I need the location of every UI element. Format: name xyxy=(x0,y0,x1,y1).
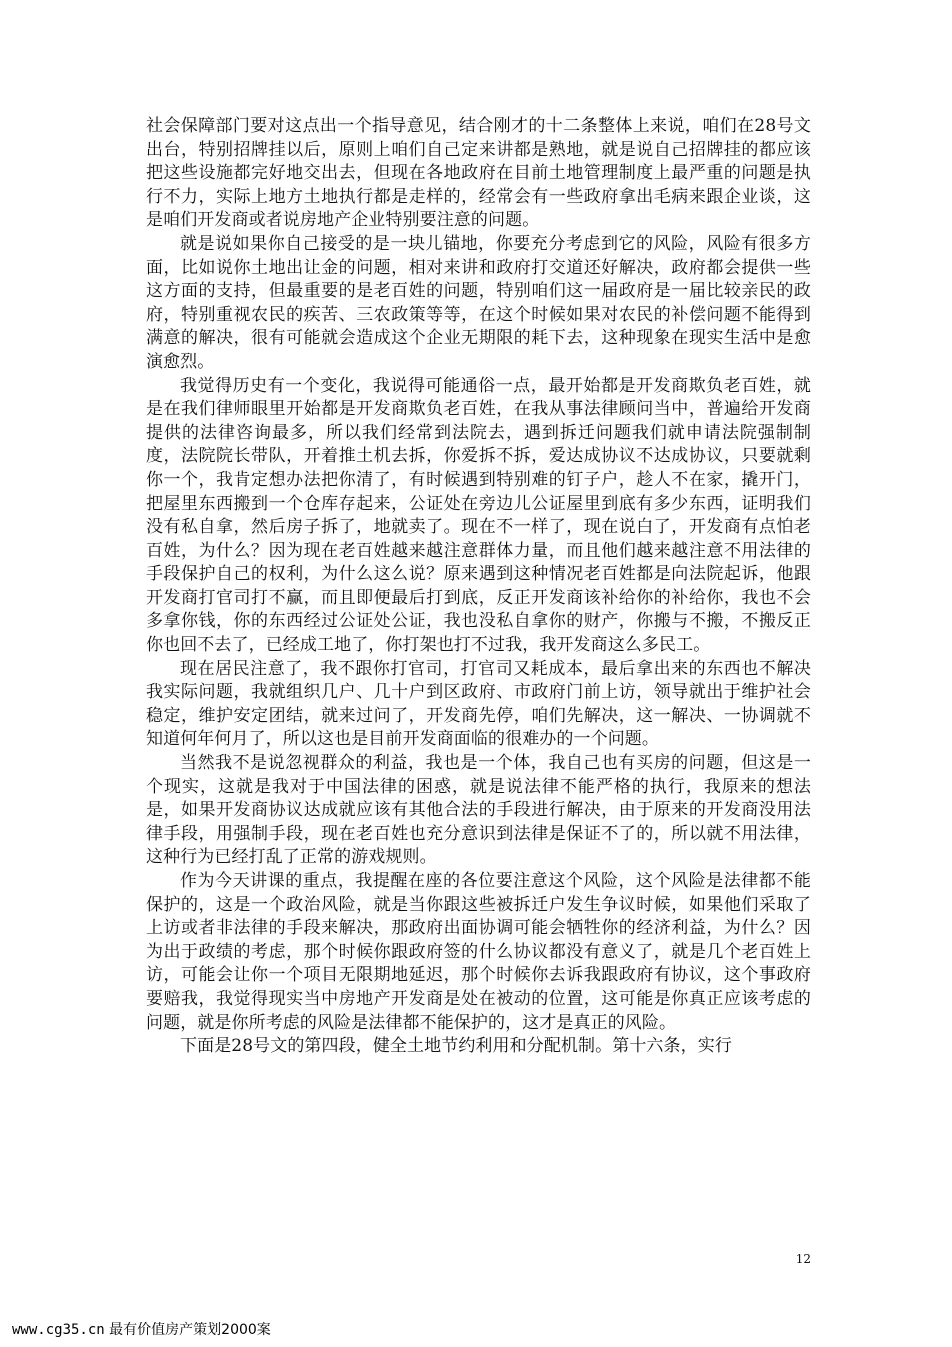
paragraph: 现在居民注意了，我不跟你打官司，打官司又耗成本，最后拿出来的东西也不解决我实际问题，我就组织几户、几十户到区政府、市政府门前上访，领导就出于维护社会稳定，维护安定团结，就来过问了，开发商先停，咱们先解决，这一解决、一协调就不知道何年何月了，所以这也是目前开发商面临的很难办的一个问题。 xyxy=(146,658,811,750)
body-text xyxy=(146,115,811,1059)
paragraph: 作为今天讲课的重点，我提醒在座的各位要注意这个风险，这个风险是法律都不能保护的，这是一个政治风险，就是当你跟这些被拆迁户发生争议时候，如果他们采取了上访或者非法律的手段来解决，那政府出面协调可能会牺牲你的经济利益，为什么？因为出于政绩的考虑，那个时候你跟政府签的什么协议都没有意义了，就是几个老百姓上访，可能会让你一个项目无限期地延迟，那个时候你去诉我跟政府有协议，这个事政府要赔我，我觉得现实当中房地产开发商是处在被动的位置，这可能是你真正应该考虑的问题，就是你所考虑的风险是法律都不能保护的，这才是真正的风险。 xyxy=(146,871,811,1033)
paragraph-continued: 社会保障部门要对这点出一个指导意见，结合刚才的十二条整体上来说，咱们在28号文出台，特别招牌挂以后，原则上咱们自己定来讲都是熟地，就是说自己招牌挂的都应该把这些设施都完好地交出去，但现在各地政府在目前土地管理制度上最严重的问题是执行不力，实际上地方土地执行都是走样的，经常会有一些政府拿出毛病来跟企业谈，这是咱们开发商或者说房地产企业特别要注意的问题。 xyxy=(146,116,811,231)
paragraph: 当然我不是说忽视群众的利益，我也是一个体，我自己也有买房的问题，但这是一个现实，这就是我对于中国法律的困惑，就是说法律不能严格的执行，我原来的想法是，如果开发商协议达成就应该有其他合法的手段进行解决，由于原来的开发商没用法律手段，用强制手段，现在老百姓也充分意识到法律是保证不了的，所以就不用法律，这种行为已经打乱了正常的游戏规则。 xyxy=(146,753,811,868)
page-number: 12 xyxy=(795,1252,811,1266)
paragraph: 我觉得历史有一个变化，我说得可能通俗一点，最开始都是开发商欺负老百姓，就是在我们律师眼里开始都是开发商欺负老百姓，在我从事法律顾问当中，普遍给开发商提供的法律咨询最多，所以我们经常到法院去，遇到拆迁问题我们就申请法院强制制度，法院院长带队，开着推土机去拆，你爱拆不拆，爱达成协议不达成协议，只要就剩你一个，我肯定想办法把你清了，有时候遇到特别难的钉子户，趁人不在家，撬开门，把屋里东西搬到一个仓库存起来，公证处在旁边儿公证屋里到底有多少东西，证明我们没有私自拿，然后房子拆了，地就卖了。现在不一样了，现在说白了，开发商有点怕老百姓，为什么？因为现在老百姓越来越注意群体力量，而且他们越来越注意不用法律的手段保护自己的权利，为什么这么说？原来遇到这种情况老百姓都是向法院起诉，他跟开发商打官司打不赢，而且即便最后打到底，反正开发商该补给你的补给你，我也不会多拿你钱，你的东西经过公证处公证，我也没私自拿你的财产，你搬与不搬，不搬反正你也回不去了，已经成工地了，你打架也打不过我，我开发商这么多民工。 xyxy=(146,375,811,656)
footer-tagline: 最有价值房产策划2000案 xyxy=(109,1322,271,1338)
footer xyxy=(12,1321,271,1339)
paragraph: 就是说如果你自己接受的是一块儿锚地，你要充分考虑到它的风险，风险有很多方面，比如说你土地出让金的问题，相对来讲和政府打交道还好解决，政府都会提供一些这方面的支持，但最重要的是老百姓的问题，特别咱们这一届政府是一届比较亲民的政府，特别重视农民的疾苦、三农政策等等，在这个时候如果对农民的补偿问题不能得到满意的解决，很有可能就会造成这个企业无期限的耗下去，这种现象在现实生活中是愈演愈烈。 xyxy=(146,233,811,372)
footer-url: www.cg35.cn xyxy=(12,1322,105,1338)
paragraph: 下面是28号文的第四段，健全土地节约利用和分配机制。第十六条，实行 xyxy=(180,1036,732,1057)
